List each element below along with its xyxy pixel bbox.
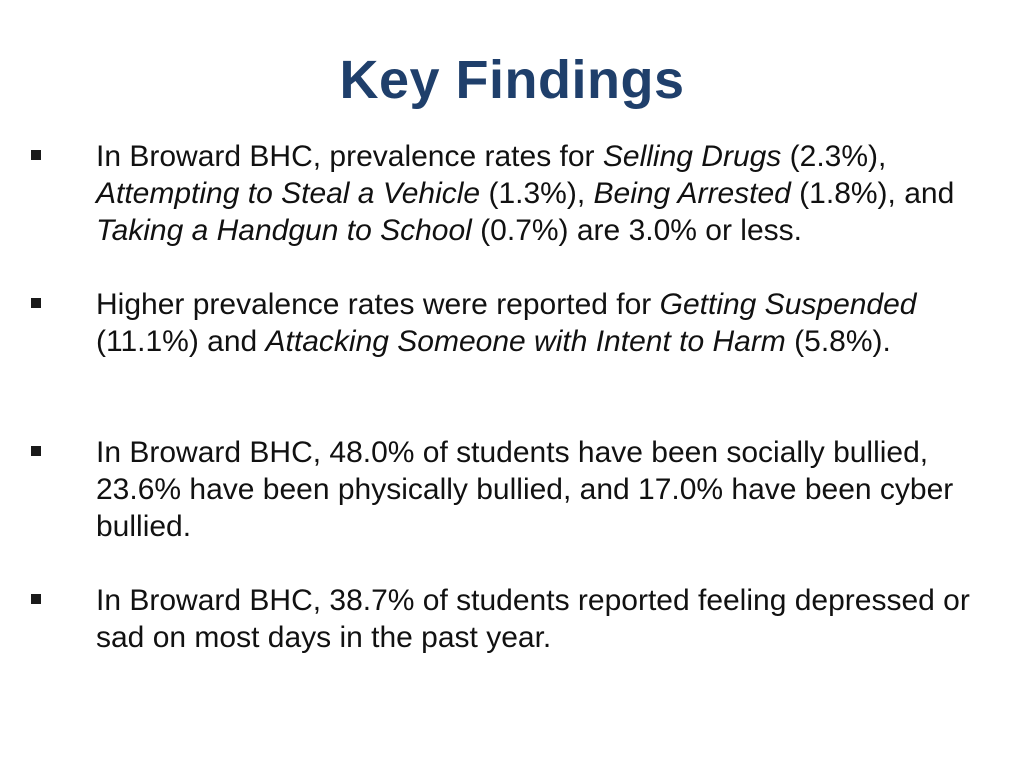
bullet-text: Higher prevalence rates were reported for Getting Suspended (11.1%) and Attacking Someone with Intent to Harm (5.8%).: [96, 288, 917, 358]
slide-title: Key Findings: [339, 50, 685, 110]
square-bullet-icon: [31, 298, 41, 308]
square-bullet-icon: [31, 150, 41, 160]
bullet-text: In Broward BHC, prevalence rates for Selling Drugs (2.3%), Attempting to Steal a Vehicle (1.3%), Being Arrested (1.8%), and Taking a Handgun to School (0.7%) are 3.0% or less.: [96, 140, 955, 247]
bullet-text: In Broward BHC, 38.7% of students reported feeling depressed or sad on most days in the past year.: [96, 584, 970, 654]
square-bullet-icon: [31, 594, 41, 604]
square-bullet-icon: [31, 446, 41, 456]
bullet-text: In Broward BHC, 48.0% of students have been socially bullied, 23.6% have been physically bullied, and 17.0% have been cyber bullied.: [96, 436, 954, 543]
